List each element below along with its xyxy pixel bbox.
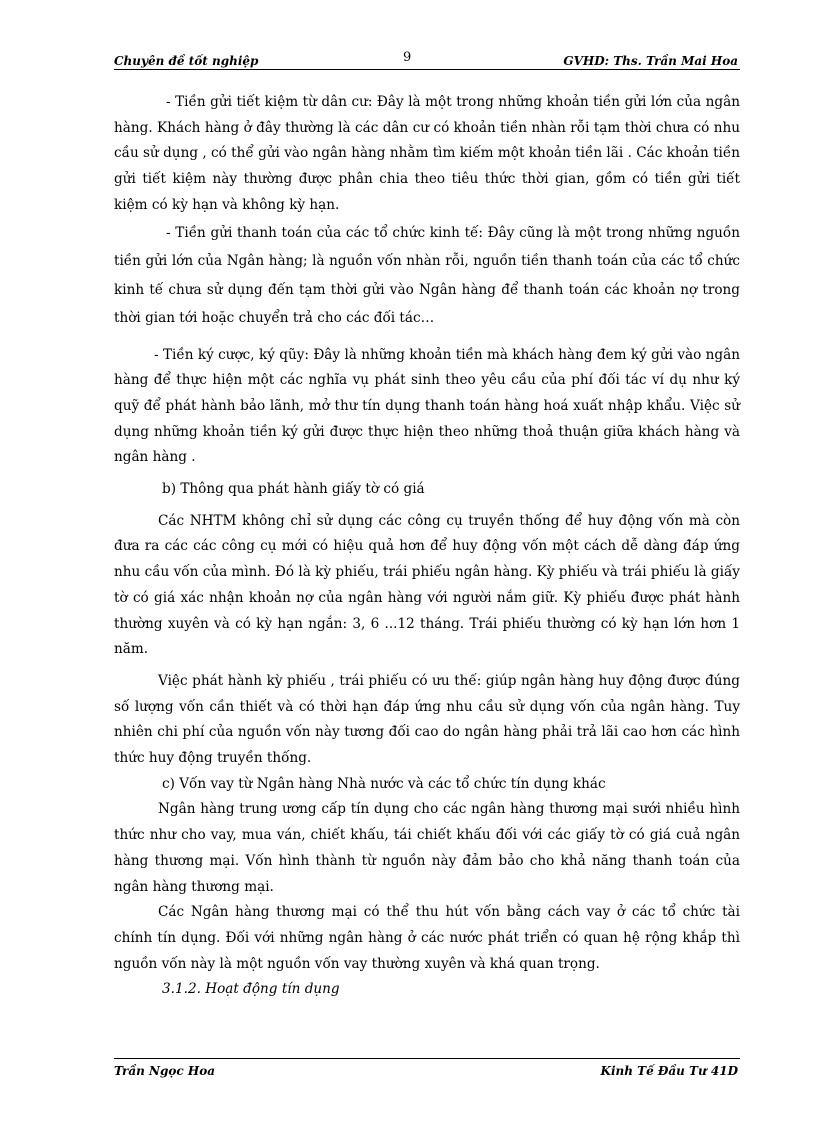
- subheading-b: b) Thông qua phát hành giấy tờ có giá: [162, 481, 425, 498]
- header-rule: [114, 69, 740, 70]
- paragraph-valuable-papers: Các NHTM không chỉ sử dụng các công cụ truyền thống để huy động vốn mà còn đưa ra các các công cụ mới có hiệu quả hơn để huy động vốn một cách dễ dàng đáp ứng nhu cầu vốn của mình. Đó là kỳ phiếu, trái phiếu ngân hàng. Kỳ phiếu và trái phiếu là giấy tờ có giá xác nhận khoản nợ của ngân hàng với người nắm giữ. Kỳ phiếu được phát hành thường xuyên và có kỳ hạn ngắn: 3, 6 ...12 tháng. Trái phiếu thường có kỳ hạn lớn hơn 1 năm.: [114, 512, 740, 658]
- section-heading-credit: 3.1.2. Hoạt động tín dụng: [162, 981, 340, 998]
- paragraph-payment-deposits: - Tiền gửi thanh toán của các tổ chức kinh tế: Đây cũng là một trong những nguồn tiền gửi lớn của Ngân hàng; là nguồn vốn nhàn rỗi, nguồn tiền thanh toán của các tổ chức kinh tế chưa sử dụng đến tạm thời gửi vào Ngân hàng để thanh toán các khoản nợ trong thời gian tới hoặc chuyển trả cho các đối tác…: [114, 224, 740, 327]
- footer-rule: [114, 1058, 740, 1059]
- page-number: 9: [403, 50, 412, 65]
- page-footer: [114, 1058, 740, 1080]
- paragraph-central-bank-credit: Ngân hàng trung ương cấp tín dụng cho các ngân hàng thương mại sưới nhiều hình thức như cho vay, mua ván, chiết khấu, tái chiết khấu đối với các giấy tờ có giá cuả ngân hàng thương mại. Vốn hình thành từ nguồn này đảm bảo cho khả năng thanh toán của ngân hàng thương mại.: [114, 801, 740, 895]
- header-left-title: Chuyên đề tốt nghiệp: [114, 54, 259, 68]
- document-body: [114, 90, 740, 1003]
- paragraph-credit-institutions: Các Ngân hàng thương mại có thể thu hút vốn bằng cách vay ở các tổ chức tài chính tín dụng. Đối với những ngân hàng ở các nước phát triển có quan hệ rộng khắp thì nguồn vốn này là một nguồn vốn vay thường xuyên và khá quan trọng.: [114, 904, 740, 972]
- paragraph-issuing-advantages: Việc phát hành kỳ phiếu , trái phiếu có ưu thế: giúp ngân hàng huy động được đúng số lượng vốn cần thiết và có thời hạn đáp ứng nhu cầu sử dụng vốn của ngân hàng. Tuy nhiên chi phí của nguồn vốn này tương đối cao do ngân hàng phải trả lãi cao hơn các hình thức huy động truyền thống.: [114, 672, 740, 767]
- footer-author: Trần Ngọc Hoa: [114, 1064, 216, 1078]
- paragraph-deposit-guarantee: - Tiền ký cược, ký qũy: Đây là những khoản tiền mà khách hàng đem ký gửi vào ngân hàng để thực hiện một các nghĩa vụ phát sinh theo yêu cầu của phí đối tác ví dụ như ký quỹ để phát hành bảo lãnh, mở thư tín dụng thanh toán hàng hoá xuất nhập khẩu. Việc sử dụng những khoản tiền ký gửi được thực hiện theo những thoả thuận giữa khách hàng và ngân hàng .: [114, 346, 740, 466]
- subheading-c: c) Vốn vay từ Ngân hàng Nhà nước và các tổ chức tín dụng khác: [162, 775, 606, 792]
- paragraph-savings-deposits: - Tiền gửi tiết kiệm từ dân cư: Đây là một trong những khoản tiền gửi lớn của ngân hàng. Khách hàng ở đây thường là các dân cư có khoản tiền nhàn rỗi tạm thời chưa có nhu cầu sử dụng , có thể gửi vào ngân hàng nhằm tìm kiếm một khoản tiền lãi . Các khoản tiền gửi tiết kiệm này thường được phân chia theo tiêu thức thời gian, gồm có tiền gửi tiết kiệm có kỳ hạn và không kỳ hạn.: [114, 94, 740, 213]
- header-right-title: GVHD: Ths. Trần Mai Hoa: [563, 54, 738, 68]
- page-header: [114, 50, 740, 72]
- footer-class: Kinh Tế Đầu Tư 41D: [600, 1064, 738, 1078]
